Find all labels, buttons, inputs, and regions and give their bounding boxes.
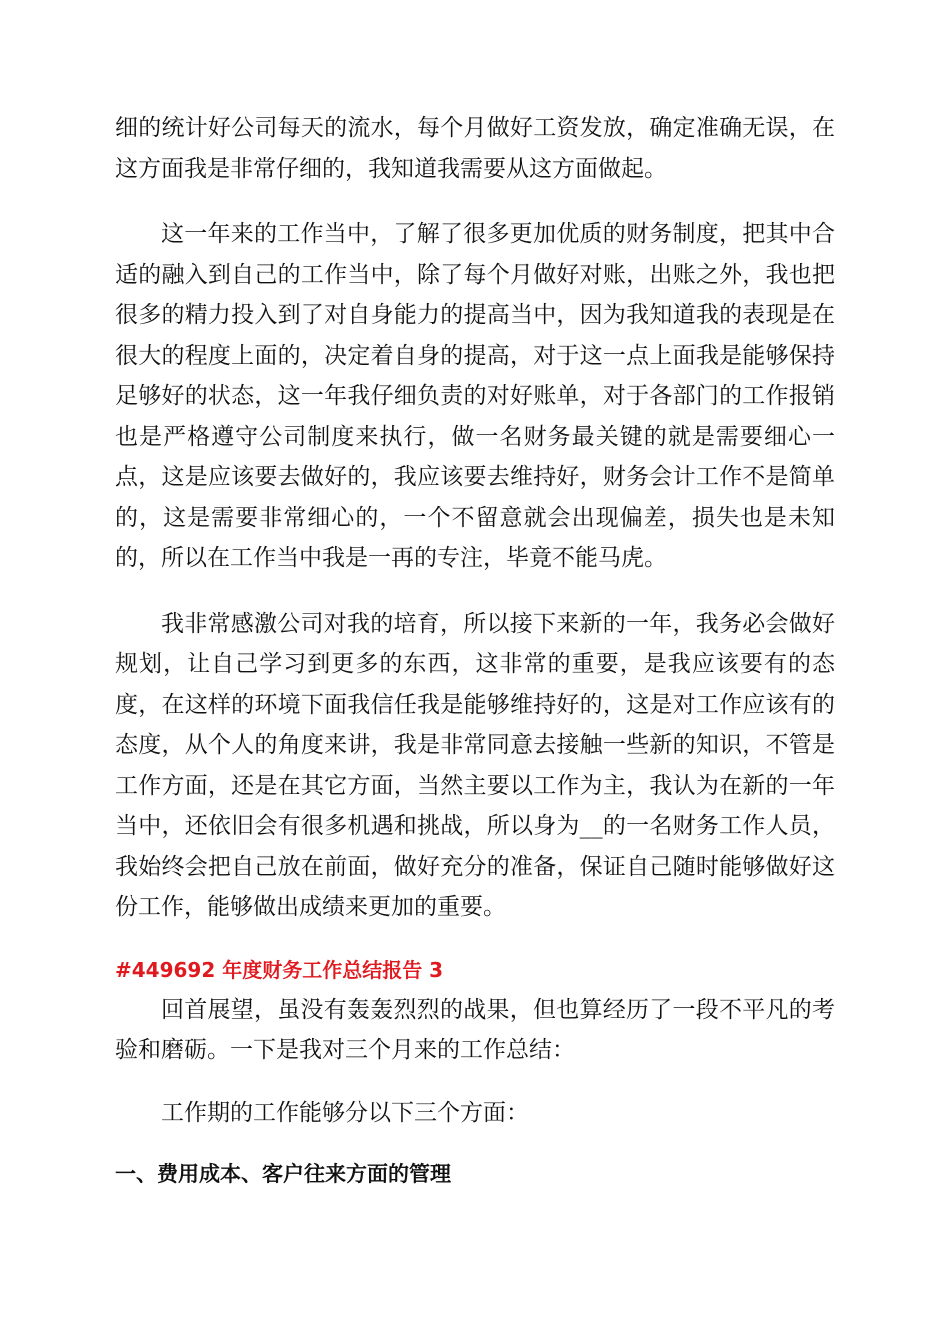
paragraph-three-aspects: 工作期的工作能够分以下三个方面：: [161, 1099, 529, 1126]
paragraph-work-review: 这一年来的工作当中，了解了很多更加优质的财务制度，把其中合适的融入到自己的工作当中，除了每个月做好对账，出账之外，我也把很多的精力投入到了对自身能力的提高当中，因为我知道我的表现是在很大的程度上面的，决定着自身的提高，对于这一点上面我是能够保持足够好的状态，这一年我仔细负责的对好账单，对于各部门的工作报销也是严格遵守公司制度来执行，做一名财务最关键的就是需要细心一点，这是应该要去做好的，我应该要去维持好，财务会计工作不是简单的，这是需要非常细心的，一个不留意就会出现偏差，损失也是未知的，所以在工作当中我是一再的专注，毕竟不能马虎。: [115, 221, 835, 571]
document-page: [115, 108, 835, 1193]
paragraph-review-intro: 回首展望，虽没有轰轰烈烈的战果，但也算经历了一段不平凡的考验和磨砺。一下是我对三个月来的工作总结：: [115, 996, 835, 1063]
paragraph-gratitude-plan: 我非常感激公司对我的培育，所以接下来新的一年，我务必会做好规划，让自己学习到更多的东西，这非常的重要，是我应该要有的态度，在这样的环境下面我信任我是能够维持好的，这是对工作应该有的态度，从个人的角度来讲，我是非常同意去接触一些新的知识，不管是工作方面，还是在其它方面，当然主要以工作为主，我认为在新的一年当中，还依旧会有很多机遇和挑战，所以身为__的一名财务工作人员，我始终会把自己放在前面，做好充分的准备，保证自己随时能够做好这份工作，能够做出成绩来更加的重要。: [115, 610, 835, 920]
section-heading-cost-management: 一、费用成本、客户往来方面的管理: [115, 1162, 451, 1186]
paragraph-continuation: 细的统计好公司每天的流水，每个月做好工资发放，确定准确无误，在这方面我是非常仔细的，我知道我需要从这方面做起。: [115, 115, 835, 182]
report-title: #449692 年度财务工作总结报告 3: [115, 957, 444, 982]
